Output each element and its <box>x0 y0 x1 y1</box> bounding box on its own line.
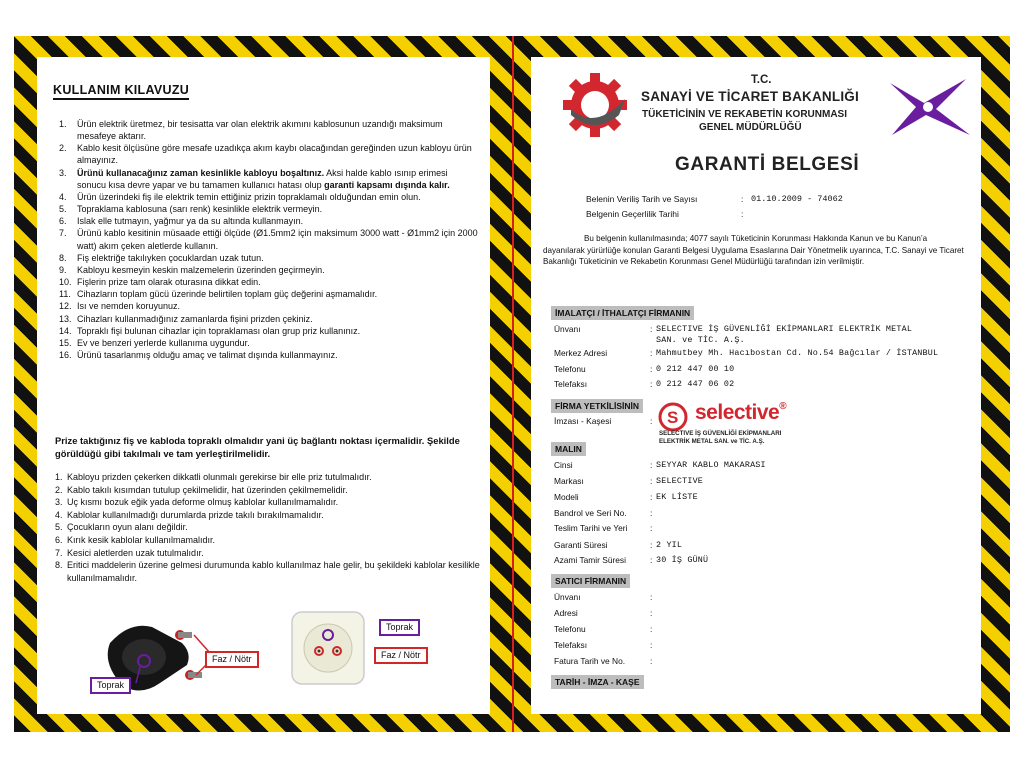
field-colon: : <box>650 656 653 666</box>
brand-name: selective® <box>695 401 787 424</box>
meta-label: Belgenin Geçerlilik Tarihi <box>586 209 679 219</box>
field-value: 0 212 447 06 02 <box>656 379 735 389</box>
field-label: Teslim Tarihi ve Yeri <box>554 523 628 533</box>
section-product: MALIN <box>551 442 586 456</box>
selective-brand-icon <box>658 402 692 432</box>
field-label: Garanti Süresi <box>554 540 608 550</box>
section-manufacturer: İMALATÇI / İTHALATÇI FİRMANIN <box>551 306 694 320</box>
list-item: 2. Kablo kesit ölçüsüne göre mesafe uzadıkça akım kaybı olacağından gereğinden uzun kabloyu ürün almayınız. <box>59 143 472 166</box>
list-item: 4. Ürün üzerindeki fiş ile elektrik temin ettiğiniz prizin topraklamalı olduğundan emin olun. <box>59 191 421 202</box>
field-colon: : <box>650 508 653 518</box>
field-value: 2 YIL <box>656 540 683 550</box>
field-label: Ünvanı <box>554 324 581 334</box>
meta-colon: : <box>741 194 744 204</box>
field-value: EK LİSTE <box>656 492 698 502</box>
list-item: 12. Isı ve nemden koruyunuz. <box>59 301 181 312</box>
field-value: 30 İŞ GÜNÜ <box>656 555 709 565</box>
field-colon: : <box>650 608 653 618</box>
field-colon: : <box>650 364 653 374</box>
field-colon: : <box>650 523 653 533</box>
authorization-paragraph: Bu belgenin kullanılmasında; 4077 sayılı Tüketicinin Korunması Hakkında Kanun ve bu Kanun’a dayanılarak yürürlüğe konulan Garanti Belgesi Uygulama Esaslarına Dair Yönetmelik uyarınca, T.C. Sanayi ve Ticaret Bakanlığı Tüketicinin ve Rekabetin Korunması Genel Müdürlüğü tarafından izin verilmiştir. <box>543 234 964 266</box>
field-label: Telefonu <box>554 624 586 634</box>
usage-guide-panel <box>37 57 490 714</box>
field-value: SEYYAR KABLO MAKARASI <box>656 460 766 470</box>
field-colon: : <box>650 379 653 389</box>
svg-text:S: S <box>667 408 679 427</box>
field-colon: : <box>650 640 653 650</box>
list-item: 1. Ürün elektrik üretmez, bir tesisatta var olan elektrik akımını kablosunun uzandığı maksimum mesafeye aktarır. <box>59 119 443 142</box>
cable-care-list <box>55 471 480 584</box>
field-colon: : <box>650 624 653 634</box>
field-value: SELECTIVE İŞ GÜVENLİĞİ EKİPMANLARI ELEKTRİK METAL <box>656 324 913 334</box>
field-label: Merkez Adresi <box>554 348 608 358</box>
toprak-label: Toprak <box>90 677 131 694</box>
field-label: Bandrol ve Seri No. <box>554 508 627 518</box>
tc-label: T.C. <box>751 74 772 86</box>
toprak-label: Toprak <box>379 619 420 636</box>
list-item: 8. Fiş elektriğe takılıyken çocuklardan uzak tutun. <box>59 252 264 263</box>
field-label: Azami Tamir Süresi <box>554 555 626 565</box>
gear-logo-icon <box>553 71 645 137</box>
field-value: Mahmutbey Mh. Hacıbostan Cd. No.54 Bağcılar / İSTANBUL <box>656 348 939 358</box>
field-colon: : <box>650 476 653 486</box>
list-item: 14. Topraklı fişi bulunan cihazlar için topraklaması olan grup priz kullanınız. <box>59 325 361 336</box>
guide-list <box>59 118 479 361</box>
field-value: SAN. ve TİC. A.Ş. <box>656 335 745 345</box>
ministry-name: SANAYİ VE TİCARET BAKANLIĞI <box>641 89 859 104</box>
list-item: 4. Kablolar kullanılmadığı durumlarda prizde takılı bırakılmamalıdır. <box>55 509 324 520</box>
field-colon: : <box>650 592 653 602</box>
brand-subtitle: ELEKTRİK METAL SAN. ve TİC. A.Ş. <box>659 438 765 445</box>
list-item: 8. Eritici maddelerin üzerine gelmesi durumunda kablo kullanılmaz hale gelir, bu şekildeki kablolar kesilikle kullanılmamalıdır. <box>55 560 480 583</box>
field-colon: : <box>650 540 653 550</box>
field-value: SELECTIVE <box>656 476 704 486</box>
faz-notr-label: Faz / Nötr <box>205 651 259 668</box>
field-colon: : <box>650 348 653 358</box>
department-subname: GENEL MÜDÜRLÜĞÜ <box>699 122 802 133</box>
list-item: 7. Kesici aletlerden uzak tutulmalıdır. <box>55 547 204 558</box>
section-date-signature: TARİH - İMZA - KAŞE <box>551 675 644 689</box>
list-item: 16. Ürünü tasarlanmış olduğu amaç ve talimat dışında kullanmayınız. <box>59 349 338 360</box>
field-colon: : <box>650 555 653 565</box>
section-seller: SATICI FİRMANIN <box>551 574 630 588</box>
fold-line <box>512 36 514 732</box>
list-item: 15. Ev ve benzeri yerlerde kullanıma uygundur. <box>59 337 250 348</box>
section-authorized: FİRMA YETKİLİSİNİN <box>551 399 643 413</box>
list-item: 1. Kabloyu prizden çekerken dikkatli olunmalı gerekirse bir elle priz tutulmalıdır. <box>55 472 372 482</box>
list-item: 9. Kabloyu kesmeyin keskin malzemelerin üzerinden geçirmeyin. <box>59 264 325 275</box>
meta-value: 01.10.2009 - 74062 <box>751 194 843 204</box>
field-label: İmzası - Kaşesi <box>554 416 612 426</box>
list-item: 3. Uç kısmı bozuk eğik yada deforme olmuş kablolar kullanılmamalıdır. <box>55 497 339 508</box>
list-item: 3. Ürünü kullanacağınız zaman kesinlikle kabloyu boşaltınız. Aksi halde kablo ısınıp erimesi sonucu kısa devre yapar ve bu tamamen kullanıcı hatası olup garanti kapsamı dışında kalır. <box>59 167 450 190</box>
field-colon: : <box>650 460 653 470</box>
department-name: TÜKETİCİNİN VE REKABETİN KORUNMASI <box>642 109 848 120</box>
field-label: Telefaksı <box>554 379 588 389</box>
list-item: 6. Islak elle tutmayın, yağmur ya da su altında kullanmayın. <box>59 216 304 227</box>
field-colon: : <box>650 324 653 334</box>
list-item: 7. Ürünü kablo kesitinin müsaade ettiği ölçüde (Ø1.5mm2 için maksimum 3000 watt - Ø1mm2 için 2000 watt) akım çeken aletlerde kullanın. <box>59 228 478 251</box>
socket-icon <box>289 609 369 689</box>
list-item: 10. Fişlerin prize tam olarak oturasına dikkat edin. <box>59 277 261 288</box>
field-colon: : <box>650 416 653 426</box>
grounding-warning: Prize taktığınız fiş ve kabloda topraklı olmalıdır yani üç bağlantı noktası içermalidir. Şekilde görüldüğü gibi takılmalı ve tam yerleştirilmelidir. <box>55 435 460 459</box>
field-label: Ünvanı <box>554 592 581 602</box>
warranty-certificate-panel <box>531 57 981 714</box>
field-label: Adresi <box>554 608 578 618</box>
field-label: Telefaksı <box>554 640 588 650</box>
meta-colon: : <box>741 209 744 219</box>
list-item: 5. Topraklama kablosuna (sarı renk) kesinlikle elektrik vermeyin. <box>59 204 323 215</box>
list-item: 6. Kırık kesik kablolar kullanılmamalıdır. <box>55 534 216 545</box>
field-colon: : <box>650 492 653 502</box>
field-label: Modeli <box>554 492 579 502</box>
guide-title: KULLANIM KILAVUZU <box>53 83 189 100</box>
field-label: Telefonu <box>554 364 586 374</box>
meta-label: Belenin Veriliş Tarih ve Sayısı <box>586 194 698 204</box>
list-item: 13. Cihazları kullanmadığınız zamanlarda fişini prizden çekiniz. <box>59 313 313 324</box>
list-item: 11. Cihazların toplam gücü üzerinde belirtilen toplam güç değerini aşmamalıdır. <box>59 289 378 300</box>
list-item: 5. Çocukların oyun alanı değildir. <box>55 522 188 533</box>
list-item: 2. Kablo takılı kısımdan tutulup çekilmelidir, hat üzerinden çekilmemelidir. <box>55 484 348 495</box>
field-label: Markası <box>554 476 584 486</box>
brand-subtitle: SELECTIVE İŞ GÜVENLİĞİ EKİPMANLARI <box>659 430 782 437</box>
document-title: GARANTİ BELGESİ <box>675 154 860 175</box>
faz-notr-label: Faz / Nötr <box>374 647 428 664</box>
purple-star-logo-icon <box>886 75 972 139</box>
field-value: 0 212 447 00 10 <box>656 364 735 374</box>
field-label: Cinsi <box>554 460 573 470</box>
field-label: Fatura Tarih ve No. <box>554 656 626 666</box>
